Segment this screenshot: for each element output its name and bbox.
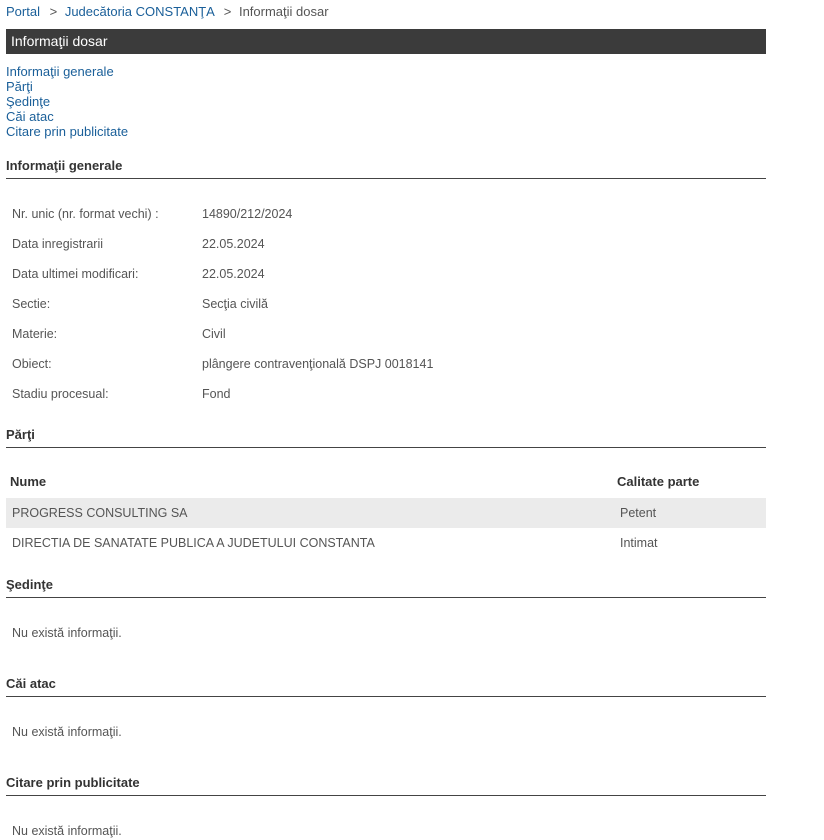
empty-message: Nu există informaţii.	[12, 824, 122, 838]
table-row	[6, 498, 766, 528]
nav-link-parti[interactable]: Părţi	[6, 79, 33, 94]
nav-link-sedinte[interactable]: Şedinţe	[6, 94, 51, 109]
info-value: Secţia civilă	[202, 297, 268, 311]
party-name: DIRECTIA DE SANATATE PUBLICA A JUDETULUI CONSTANTA	[12, 536, 375, 550]
breadcrumb-current: Informaţii dosar	[238, 4, 329, 19]
info-label: Data inregistrarii	[12, 237, 104, 251]
table-row	[6, 528, 766, 558]
table-header-role: Calitate parte	[617, 474, 700, 489]
info-value: Fond	[202, 387, 231, 401]
nav-link-citare[interactable]: Citare prin publicitate	[6, 124, 129, 139]
page-title: Informaţii dosar	[6, 29, 766, 54]
section-nav	[6, 64, 128, 139]
info-label: Stadiu procesual:	[12, 387, 109, 401]
party-name: PROGRESS CONSULTING SA	[12, 506, 188, 520]
info-label: Obiect:	[12, 357, 52, 371]
nav-link-cai-atac[interactable]: Căi atac	[6, 109, 54, 124]
party-role: Intimat	[620, 536, 658, 550]
nav-link-informatii-generale[interactable]: Informaţii generale	[6, 64, 114, 79]
info-value: 14890/212/2024	[202, 207, 293, 221]
empty-message: Nu există informaţii.	[12, 626, 122, 640]
section-heading-parti: Părţi	[6, 427, 766, 448]
section-heading-citare: Citare prin publicitate	[6, 775, 766, 796]
section-heading-sedinte: Şedinţe	[6, 577, 766, 598]
breadcrumb-separator: >	[223, 4, 232, 19]
section-heading-cai-atac: Căi atac	[6, 676, 766, 697]
info-value: plângere contravenţională DSPJ 0018141	[202, 357, 434, 371]
breadcrumb-portal-link[interactable]: Portal	[6, 4, 40, 19]
breadcrumb	[6, 4, 329, 19]
table-header-name: Nume	[10, 474, 47, 489]
info-value: Civil	[202, 327, 226, 341]
info-label: Sectie:	[12, 297, 51, 311]
section-heading-general: Informaţii generale	[6, 158, 766, 179]
breadcrumb-court-link[interactable]: Judecătoria CONSTANŢA	[64, 4, 215, 19]
empty-message: Nu există informaţii.	[12, 725, 122, 739]
info-value: 22.05.2024	[202, 267, 265, 281]
info-label: Materie:	[12, 327, 58, 341]
info-label: Nr. unic (nr. format vechi) :	[12, 207, 159, 221]
breadcrumb-separator: >	[49, 4, 58, 19]
info-value: 22.05.2024	[202, 237, 265, 251]
party-role: Petent	[620, 506, 657, 520]
info-label: Data ultimei modificari:	[12, 267, 139, 281]
